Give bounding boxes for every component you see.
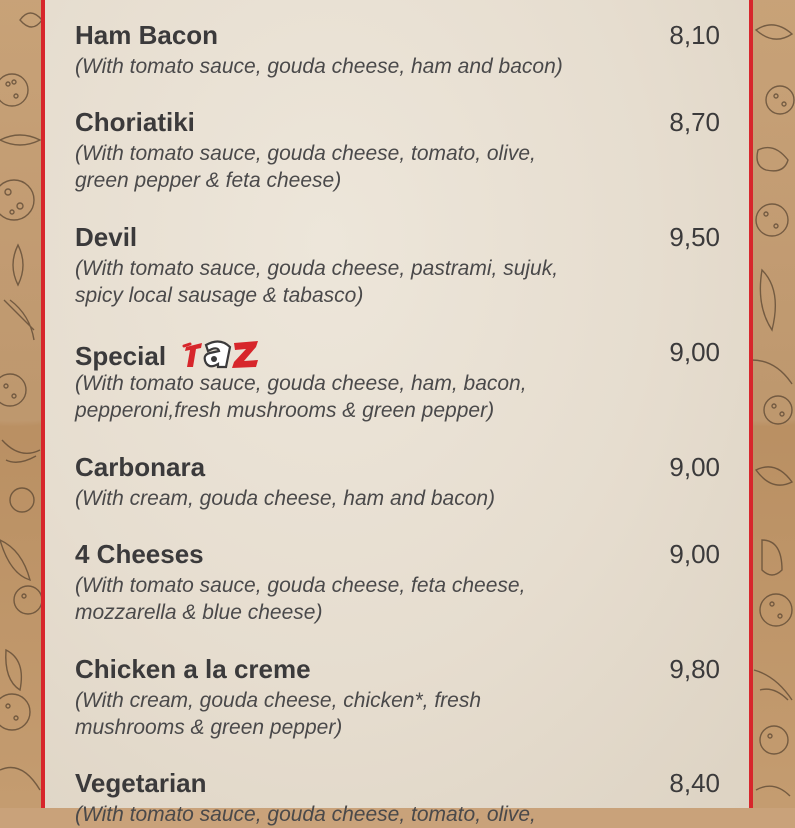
- menu-item-name: Ham Bacon: [75, 20, 219, 50]
- menu-item-name: Chicken a la creme: [75, 654, 311, 684]
- menu-item-name: Devil: [75, 222, 138, 252]
- menu-item-name: Special: [75, 341, 167, 371]
- menu-item-description: (With tomato sauce, gouda cheese, feta cheese, mozzarella & blue cheese): [75, 574, 526, 624]
- menu-item-price: 9,00: [669, 539, 720, 569]
- menu-item-description: (With tomato sauce, gouda cheese, tomato, olive, green pepper & feta cheese): [75, 142, 536, 192]
- menu-item-name: Carbonara: [75, 452, 206, 482]
- menu-item-name: 4 Cheeses: [75, 539, 204, 569]
- doodle-vegetables-icon: [0, 0, 44, 808]
- left-decorative-border: [0, 0, 44, 808]
- menu-item-price: 9,80: [669, 654, 720, 684]
- menu-item-name: Vegetarian: [75, 768, 207, 798]
- menu-item-description: (With cream, gouda cheese, chicken*, fresh mushrooms & green pepper): [75, 689, 482, 739]
- menu-item-price: 8,10: [669, 20, 720, 50]
- menu-item-price: 9,00: [669, 452, 720, 482]
- right-decorative-border: [752, 0, 795, 808]
- menu-item-name: Choriatiki: [75, 107, 195, 137]
- menu-item-price: 8,70: [669, 107, 720, 137]
- menu-item-description: (With tomato sauce, gouda cheese, ham and bacon): [75, 55, 563, 78]
- menu-item-price: 8,40: [669, 768, 720, 798]
- menu-item-description: (With tomato sauce, gouda cheese, tomato, olive,: [75, 803, 536, 826]
- menu-item-description: (With cream, gouda cheese, ham and bacon): [75, 487, 496, 510]
- menu-item-description: (With tomato sauce, gouda cheese, pastrami, sujuk, spicy local sausage & tabasco): [75, 257, 559, 307]
- menu-item-description: (With tomato sauce, gouda cheese, ham, bacon, pepperoni,fresh mushrooms & green pepper): [75, 372, 527, 422]
- doodle-herbs-icon: [752, 0, 795, 808]
- menu-item-price: 9,50: [669, 222, 720, 252]
- menu-item-price: 9,00: [669, 337, 720, 367]
